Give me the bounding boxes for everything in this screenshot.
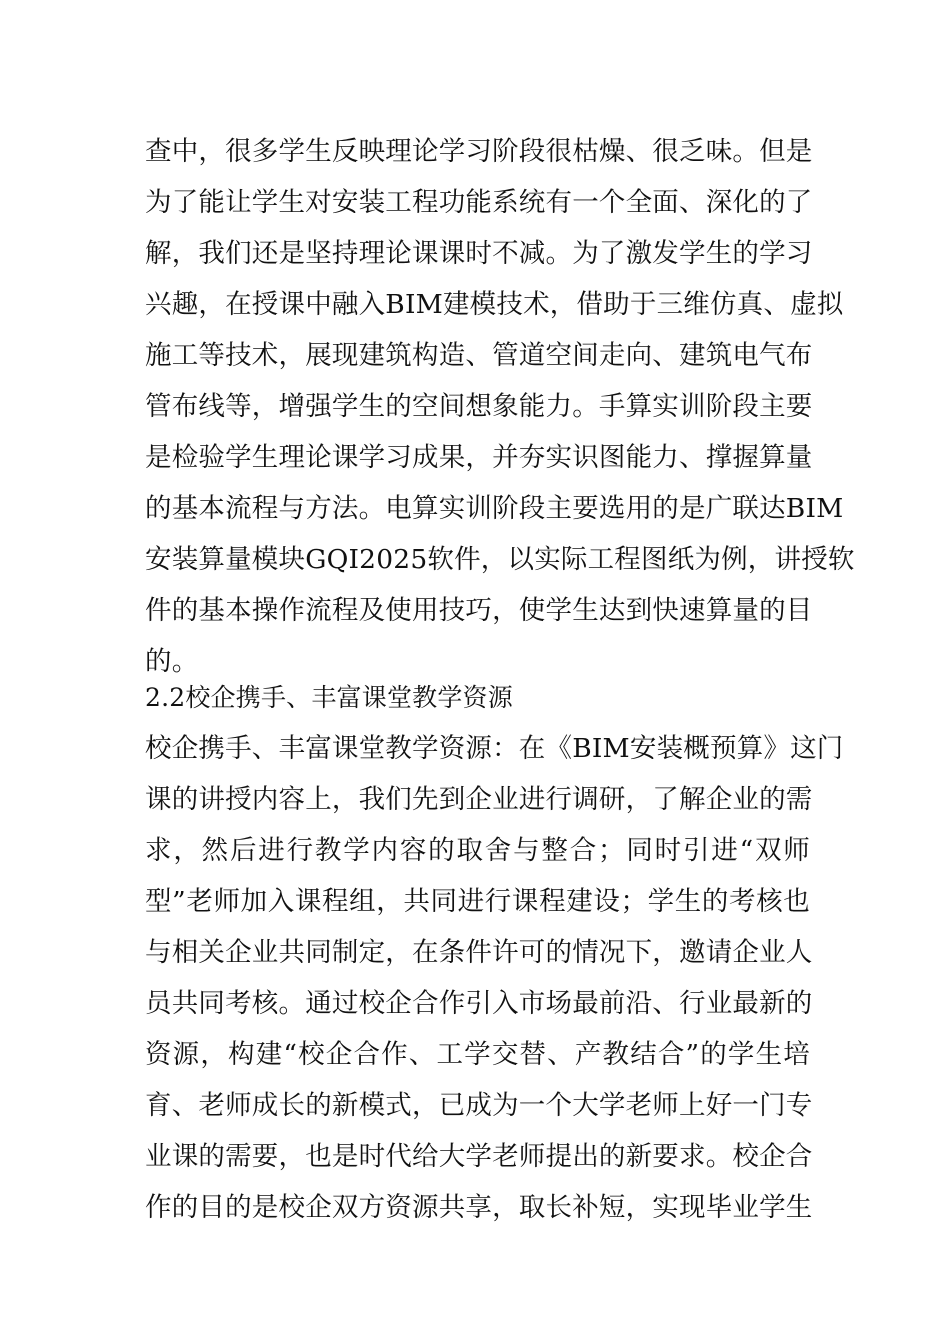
paragraph-1 xyxy=(145,126,855,687)
paragraph-2 xyxy=(145,723,844,1233)
paragraph-line: 为了能让学生对安装工程功能系统有一个全面、深化的了 xyxy=(145,187,813,218)
paragraph-line: 型”老师加入课程组，共同进行课程建设；学生的考核也 xyxy=(145,886,810,917)
paragraph-line: 课的讲授内容上，我们先到企业进行调研，了解企业的需 xyxy=(145,784,813,815)
paragraph-line: 作的目的是校企双方资源共享，取长补短，实现毕业学生 xyxy=(145,1192,813,1223)
paragraph-line: 是检验学生理论课学习成果，并夯实识图能力、撑握算量 xyxy=(145,442,813,473)
paragraph-line: 件的基本操作流程及使用技巧，使学生达到快速算量的目 xyxy=(145,595,813,626)
paragraph-line: 资源，构建“校企合作、工学交替、产教结合”的学生培 xyxy=(145,1039,810,1070)
paragraph-line: 解，我们还是坚持理论课课时不减。为了激发学生的学习 xyxy=(145,238,813,269)
paragraph-line: 业课的需要，也是时代给大学老师提出的新要求。校企合 xyxy=(145,1141,813,1172)
paragraph-line: 校企携手、丰富课堂教学资源：在《BIM安装概预算》这门 xyxy=(145,733,844,764)
paragraph-line: 育、老师成长的新模式，已成为一个大学老师上好一门专 xyxy=(145,1090,813,1121)
paragraph-line: 管布线等，增强学生的空间想象能力。手算实训阶段主要 xyxy=(145,391,813,422)
paragraph-line: 的。 xyxy=(145,646,199,677)
paragraph-line: 安装算量模块GQI2025软件，以实际工程图纸为例，讲授软 xyxy=(145,544,855,575)
paragraph-line: 求，然后进行教学内容的取舍与整合；同时引进“双师 xyxy=(145,835,810,866)
section-heading: 2.2校企携手、丰富课堂教学资源 xyxy=(145,683,513,712)
paragraph-line: 员共同考核。通过校企合作引入市场最前沿、行业最新的 xyxy=(145,988,813,1019)
paragraph-line: 兴趣，在授课中融入BIM建模技术，借助于三维仿真、虚拟 xyxy=(145,289,844,320)
paragraph-line: 的基本流程与方法。电算实训阶段主要选用的是广联达BIM xyxy=(145,493,844,524)
paragraph-line: 与相关企业共同制定，在条件许可的情况下，邀请企业人 xyxy=(145,937,813,968)
paragraph-line: 查中，很多学生反映理论学习阶段很枯燥、很乏味。但是 xyxy=(145,136,813,167)
section-heading-block xyxy=(145,672,810,723)
paragraph-line: 施工等技术，展现建筑构造、管道空间走向、建筑电气布 xyxy=(145,340,813,371)
